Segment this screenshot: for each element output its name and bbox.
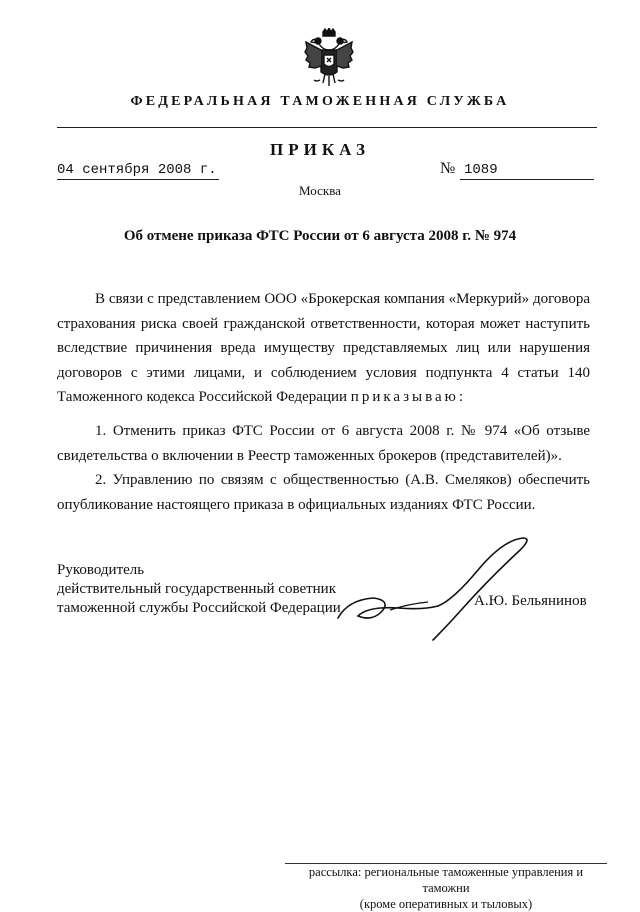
signatory-title-line2: действительный государственный советник (57, 581, 337, 597)
signatory-title (57, 561, 341, 618)
handwritten-signature (328, 530, 543, 645)
signatory-title-line3: таможенной службы Российской Федерации (57, 600, 341, 616)
paragraph-preamble (57, 287, 590, 410)
header-divider (57, 127, 597, 128)
signatory-name: А.Ю. Бельянинов (474, 593, 587, 609)
order-number-sign: № (440, 160, 456, 177)
paragraph-item-2: 2. Управлению по связям с общественностью (А.В. Смеляков) обеспечить опубликование настоящего приказа в официальных изданиях ФТС России. (57, 472, 590, 513)
order-title: Об отмене приказа ФТС России от 6 августа 2008 г. № 974 (123, 228, 517, 244)
distribution-line1: рассылка: региональные таможенные управления и таможни (308, 865, 584, 895)
distribution-line2: (кроме оперативных и тыловых) (359, 897, 533, 911)
order-date: 04 сентября 2008 г. (57, 162, 219, 180)
paragraph-item-1: 1. Отменить приказ ФТС России от 6 августа 2008 г. № 974 «Об отзыве свидетельства о включении в Реестр таможенных брокеров (представителей)». (57, 423, 590, 464)
order-verb: приказываю: (350, 389, 466, 405)
preamble-text: В связи с представлением ООО «Брокерская компания «Меркурий» договора страхования риска своей гражданской ответственности, которая может наступить вследствие причинения вреда имуществу представляемых лиц или нарушения договоров с этими лицами, и соблюдением условия подпункта 4 статьи 140 Таможенного кодекса Российской Федерации (57, 291, 590, 405)
signatory-title-line1: Руководитель (57, 562, 145, 578)
order-city: Москва (299, 183, 341, 198)
distribution-list (285, 864, 607, 912)
agency-name: ФЕДЕРАЛЬНАЯ ТАМОЖЕННАЯ СЛУЖБА (130, 94, 510, 109)
coat-of-arms-emblem (303, 28, 355, 90)
document-type: ПРИКАЗ (270, 140, 370, 159)
order-number: 1089 (460, 162, 594, 180)
